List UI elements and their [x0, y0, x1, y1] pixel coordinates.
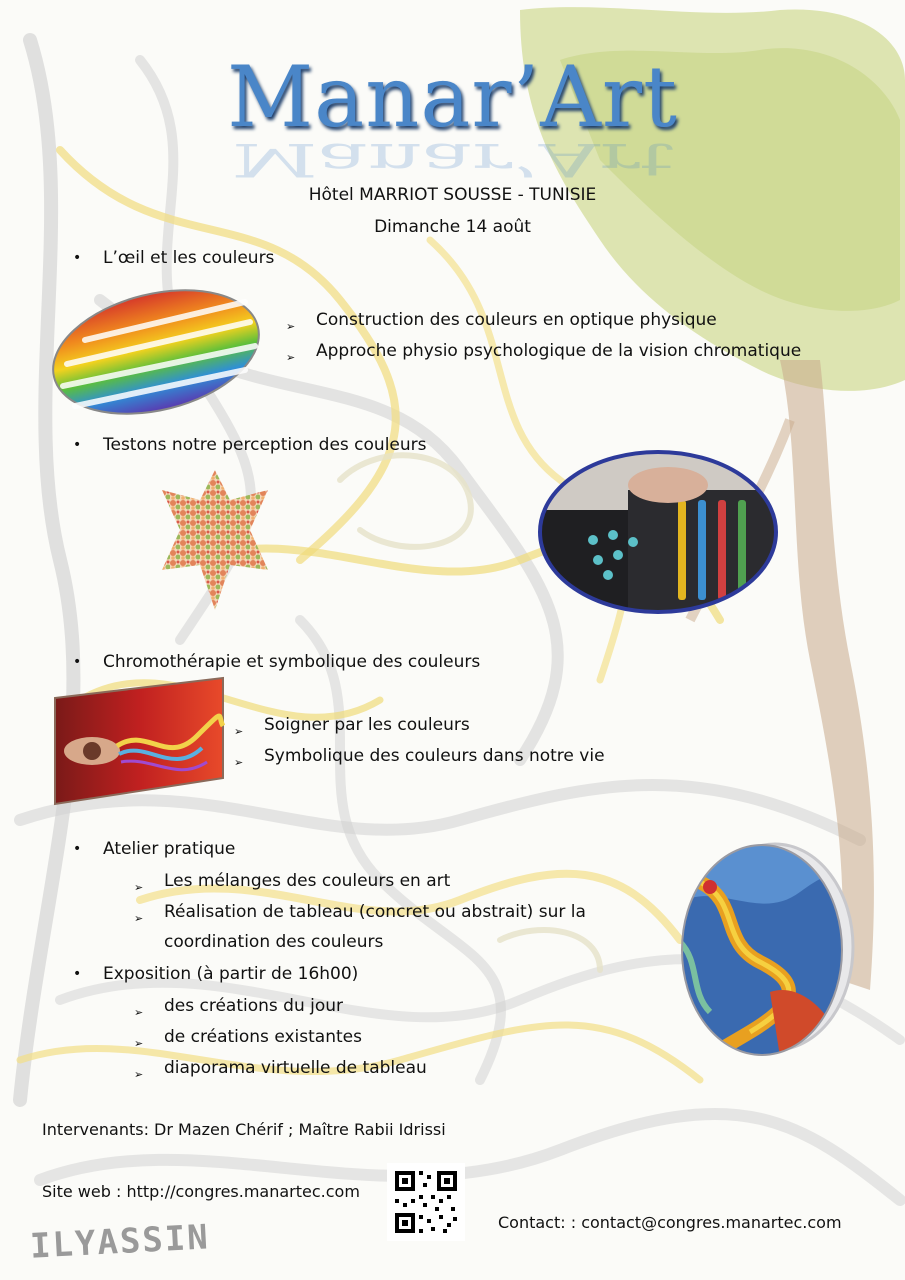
venue-line: Hôtel MARRIOT SOUSSE - TUNISIE	[308, 185, 597, 205]
list-item-continued: coordination des couleurs	[164, 932, 384, 952]
arrow-bullet-icon: ➢	[134, 1037, 144, 1050]
rainbow-oval-image	[45, 282, 267, 422]
poster-title-reflection: Manar’Art	[231, 133, 674, 187]
list-item: Réalisation de tableau (concret ou abstrait) sur la	[164, 902, 586, 922]
section-eye-colors-title: • L’œil et les couleurs	[103, 248, 274, 268]
list-item: diaporama virtuelle de tableau	[164, 1058, 427, 1078]
speakers-label: Intervenants	[42, 1120, 144, 1139]
color-blindness-test-image	[160, 470, 270, 610]
section-perception-title: • Testons notre perception des couleurs	[103, 435, 427, 455]
arrow-bullet-icon: ➢	[286, 320, 296, 333]
exhibition-time: (à partir de 16h00)	[191, 964, 359, 984]
artist-signature: ILYASSIN	[29, 1217, 211, 1267]
braille-keyboard-image	[538, 450, 778, 615]
qr-code-image	[387, 1163, 465, 1241]
arrow-bullet-icon: ➢	[134, 881, 144, 894]
speakers-line	[42, 1120, 446, 1139]
list-item: de créations existantes	[164, 1027, 362, 1047]
date-line: Dimanche 14 août	[374, 217, 531, 237]
list-item: Soigner par les couleurs	[264, 715, 470, 735]
list-item: Les mélanges des couleurs en art	[164, 871, 451, 891]
list-item: Symbolique des couleurs dans notre vie	[264, 746, 605, 766]
section-exhibition-title	[103, 964, 358, 984]
arrow-bullet-icon: ➢	[134, 1068, 144, 1081]
website-link[interactable]: Site web : http://congres.manartec.com	[42, 1182, 360, 1201]
poster-title: Manar’Art	[227, 48, 678, 146]
list-item: des créations du jour	[164, 996, 344, 1016]
arrow-bullet-icon: ➢	[134, 912, 144, 925]
contact-email[interactable]: Contact: : contact@congres.manartec.com	[498, 1213, 842, 1232]
list-item: Approche physio psychologique de la vision chromatique	[316, 341, 802, 361]
section-workshop-title: • Atelier pratique	[103, 839, 235, 859]
arrow-bullet-icon: ➢	[286, 351, 296, 364]
arrow-bullet-icon: ➢	[234, 756, 244, 769]
list-item: Construction des couleurs en optique physique	[316, 310, 717, 330]
speakers-names: : Dr Mazen Chérif ; Maître Rabii Idrissi	[143, 1120, 446, 1139]
arrow-bullet-icon: ➢	[234, 725, 244, 738]
exhibition-label: Exposition	[103, 964, 192, 984]
eye-light-spectrum-image	[47, 676, 225, 806]
arrow-bullet-icon: ➢	[134, 1006, 144, 1019]
section-chromotherapy-title: • Chromothérapie et symbolique des couleurs	[103, 652, 480, 672]
dragon-painting-image	[680, 842, 855, 1057]
